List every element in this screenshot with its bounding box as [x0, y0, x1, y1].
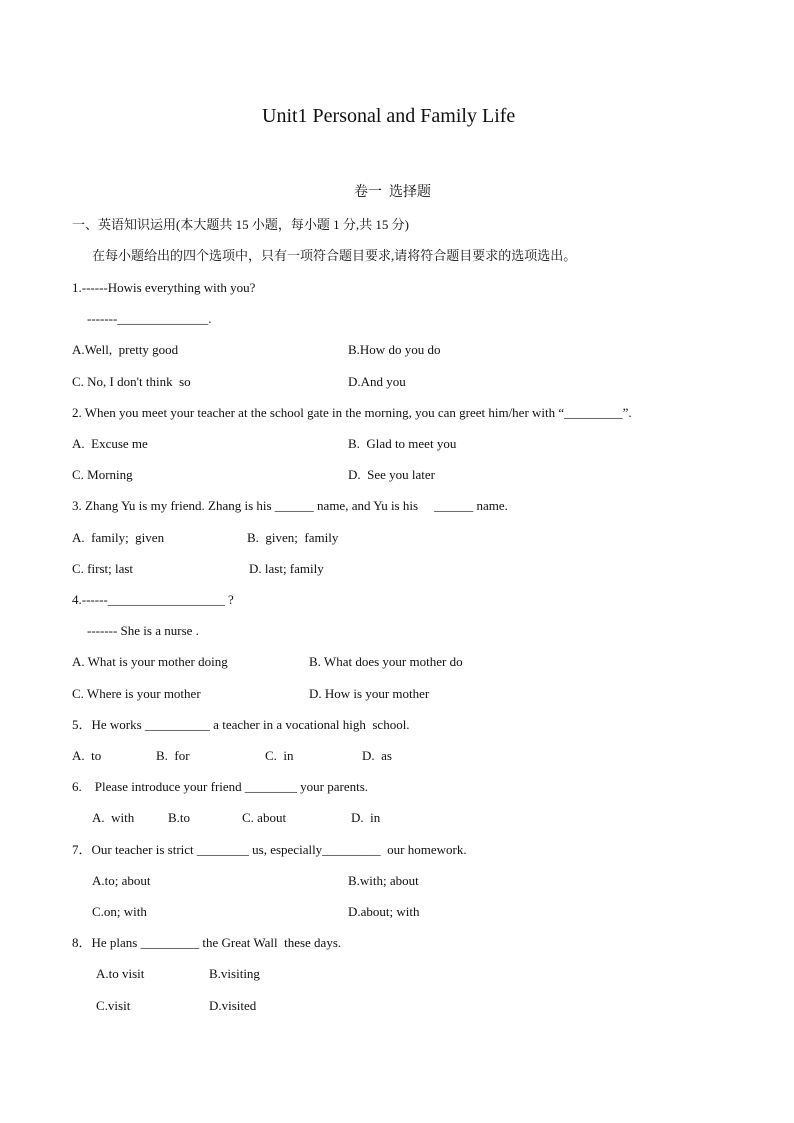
question-5-stem: 5．He works __________ a teacher in a vocational high school. — [72, 717, 410, 732]
question-1-option-a: A.Well, pretty good — [72, 342, 179, 357]
question-6-option-b: B.to — [168, 810, 191, 825]
question-5-option-c: C. in — [265, 748, 294, 763]
question-8-stem: 8．He plans _________ the Great Wall these days. — [72, 935, 342, 950]
question-6-option-c: C. about — [242, 810, 287, 825]
question-1-option-b: B.How do you do — [348, 342, 441, 357]
question-8-option-a: A.to visit — [96, 966, 145, 981]
question-6-stem: 6. Please introduce your friend ________ your parents. — [72, 779, 369, 794]
question-4-option-d: D. How is your mother — [309, 686, 430, 701]
question-7-option-c: C.on; with — [92, 904, 147, 919]
question-2-option-c: C. Morning — [72, 467, 133, 482]
question-4-answer-line: ------- She is a nurse . — [87, 623, 199, 638]
question-7-option-a: A.to; about — [92, 873, 151, 888]
question-2-option-b: B. Glad to meet you — [348, 436, 457, 451]
question-1-answer-line: -------______________. — [87, 311, 212, 326]
question-2-option-a: A. Excuse me — [72, 436, 148, 451]
section-heading: 一、英语知识运用(本大题共 15 小题，每小题 1 分,共 15 分) — [72, 217, 409, 232]
question-6-option-a: A. with — [92, 810, 135, 825]
page-title: Unit1 Personal and Family Life — [262, 105, 516, 127]
question-2-option-d: D. See you later — [348, 467, 436, 482]
paper-subtitle: 卷一 选择题 — [354, 185, 431, 200]
question-4-stem: 4.------__________________ ? — [72, 592, 234, 607]
question-3-stem: 3. Zhang Yu is my friend. Zhang is his ______ name, and Yu is his ______ name. — [72, 498, 508, 513]
question-1-option-d: D.And you — [348, 374, 406, 389]
instruction-text: 在每小题给出的四个选项中，只有一项符合题目要求,请将符合题目要求的选项选出。 — [92, 248, 577, 263]
question-3-option-d: D. last; family — [249, 561, 324, 576]
question-5-option-a: A. to — [72, 748, 102, 763]
question-8-option-b: B.visiting — [209, 966, 260, 981]
question-4-option-c: C. Where is your mother — [72, 686, 201, 701]
question-6-option-d: D. in — [351, 810, 381, 825]
question-1-option-c: C. No, I don't think so — [72, 374, 191, 389]
question-5-option-d: D. as — [362, 748, 392, 763]
question-8-option-c: C.visit — [96, 998, 131, 1013]
question-3-option-b: B. given; family — [247, 530, 339, 545]
question-3-option-a: A. family; given — [72, 530, 165, 545]
question-8-option-d: D.visited — [209, 998, 257, 1013]
question-5-option-b: B. for — [156, 748, 190, 763]
question-2-stem: 2. When you meet your teacher at the school gate in the morning, you can greet him/her with “_________”. — [72, 405, 632, 420]
question-7-option-d: D.about; with — [348, 904, 420, 919]
question-3-option-c: C. first; last — [72, 561, 134, 576]
question-7-option-b: B.with; about — [348, 873, 419, 888]
question-1-stem: 1.------Howis everything with you? — [72, 280, 256, 295]
question-4-option-a: A. What is your mother doing — [72, 654, 228, 669]
question-7-stem: 7．Our teacher is strict ________ us, especially_________ our homework. — [72, 842, 467, 857]
question-4-option-b: B. What does your mother do — [309, 654, 463, 669]
